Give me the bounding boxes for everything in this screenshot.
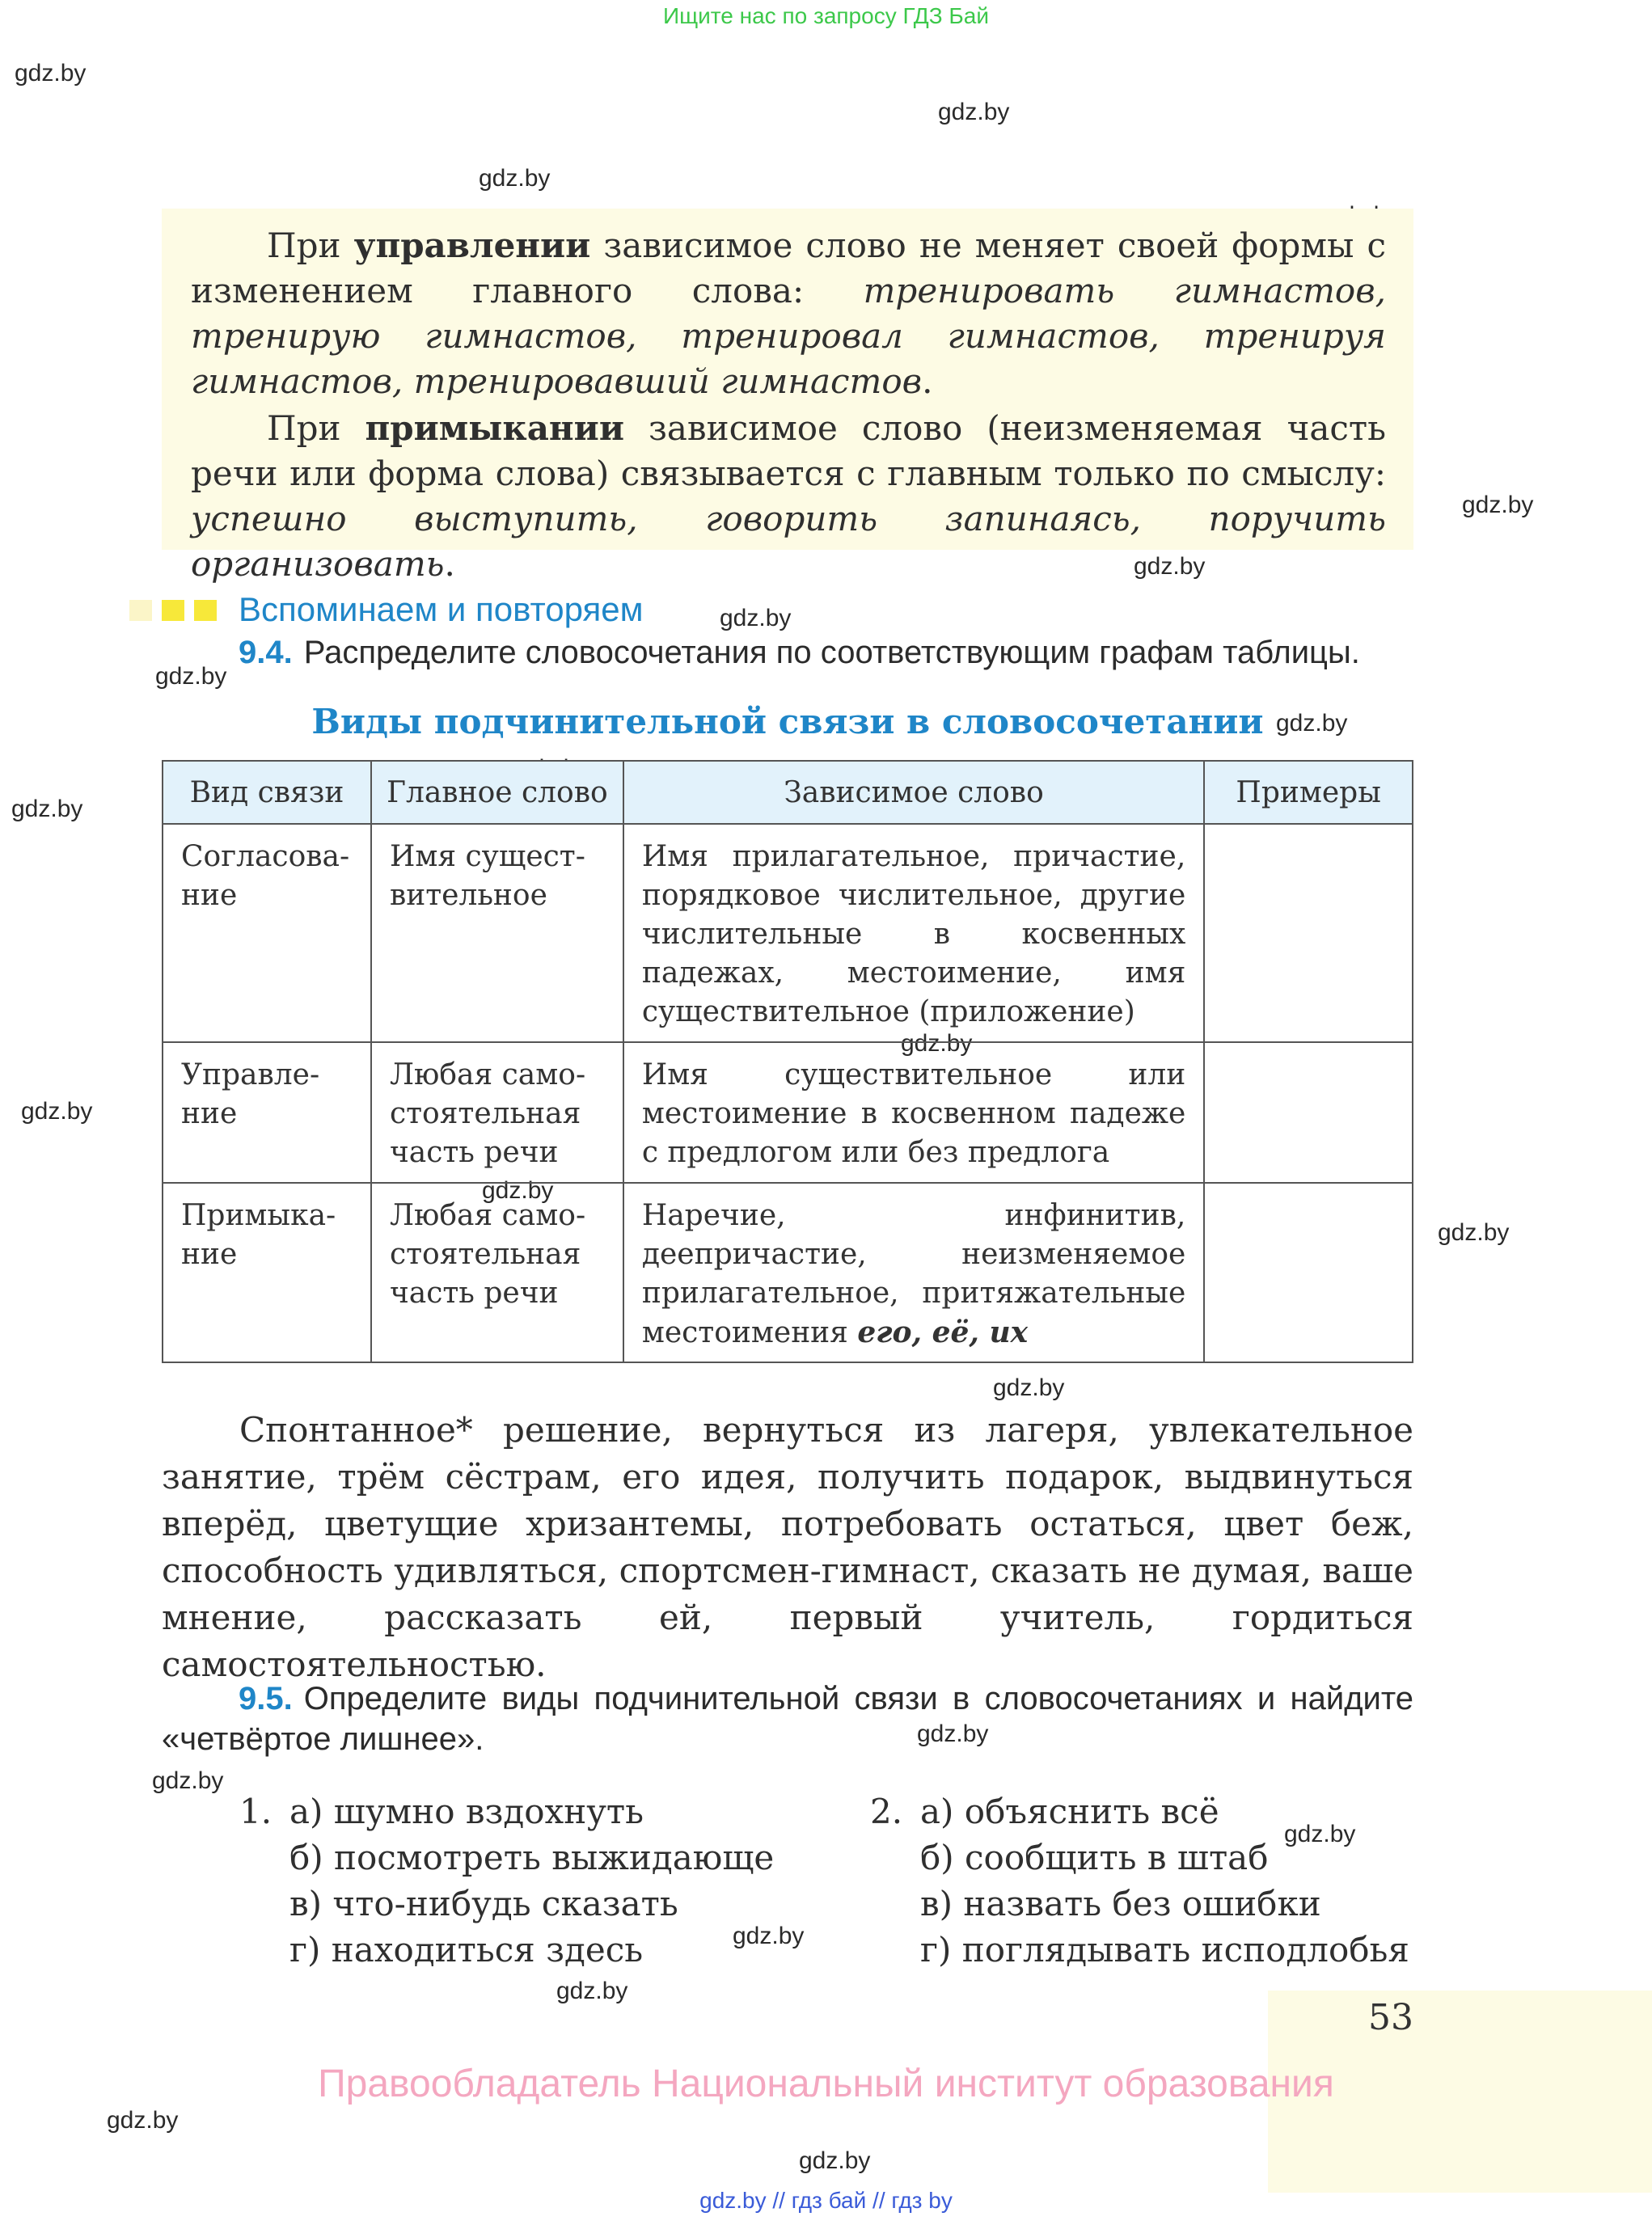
cell-dependent: Имя прилагательное, причастие, порядковое числительное, другие числительные в косвенных падежах, местоимение, имя существительное (приложение): [623, 824, 1204, 1042]
cell-type: Примыка- ние: [163, 1183, 371, 1362]
cell-examples: [1204, 824, 1413, 1042]
watermark: gdz.by: [479, 165, 551, 192]
rights-holder: Правообладатель Национальный институт образования: [318, 2062, 1334, 2105]
table-title: Виды подчинительной связи в словосочетании: [311, 702, 1264, 741]
watermark: gdz.by: [1284, 1821, 1356, 1847]
header-note: Ищите нас по запросу ГДЗ Бай: [662, 3, 990, 28]
cell-main: Любая само- стоятельная часть речи: [371, 1042, 623, 1183]
column-header: Зависимое слово: [623, 761, 1204, 824]
list-number: 2.: [870, 1792, 903, 1831]
watermark: gdz.by: [556, 1978, 628, 2004]
exercise-text: Спонтанное* решение, вернуться из лагеря, увлекательное занятие, трём сёстрам, его идея, получить подарок, выдвинуться вперёд, цветущие хризантемы, потребовать остаться, цвет беж, способность удивляться, спортсмен-гимнаст, сказать не думая, ваше мнение, рассказать ей, первый учитель, гордиться самостоятельностью.: [162, 1410, 1413, 1684]
cell-main: Имя сущест- вительное: [371, 824, 623, 1042]
cell-examples: [1204, 1183, 1413, 1362]
relations-table: [162, 760, 1413, 1363]
table-row: [163, 1183, 1413, 1362]
watermark: gdz.by: [1276, 710, 1348, 737]
section-square-icon: [194, 600, 217, 621]
watermark: gdz.by: [1462, 492, 1534, 518]
list-item: г) поглядывать исподлобья: [920, 1930, 1409, 1970]
watermark: gdz.by: [152, 1767, 224, 1794]
table-row: [163, 824, 1413, 1042]
watermark: gdz.by: [993, 1374, 1065, 1401]
watermark: gdz.by: [1134, 553, 1206, 580]
task-9-5: [162, 1678, 1413, 1759]
watermark: gdz.by: [482, 1177, 554, 1204]
task-number: 9.4.: [239, 635, 293, 670]
task-text: Определите виды подчинительной связи в словосочетаниях и найдите «четвёртое лишнее».: [162, 1681, 1413, 1757]
list-item: в) назвать без ошибки: [920, 1884, 1321, 1923]
watermark: gdz.by: [720, 605, 792, 631]
rule-paragraph-adjoining: При примыкании зависимое слово (неизменяемая часть речи или форма слова) связывается с главным только по смыслу: успешно выступить, говорить запинаясь, поручить организовать.: [191, 408, 1386, 584]
task-text: Распределите словосочетания по соответствующим графам таблицы.: [303, 635, 1360, 670]
cell-type: Согласова- ние: [163, 824, 371, 1042]
cell-examples: [1204, 1042, 1413, 1183]
section-title: Вспоминаем и повторяем: [239, 590, 644, 628]
watermark: gdz.by: [799, 2147, 871, 2174]
watermark: gdz.by: [21, 1098, 93, 1125]
watermark: gdz.by: [1438, 1219, 1510, 1246]
answer-list-2: [870, 1788, 1409, 1973]
watermark: gdz.by: [733, 1923, 805, 1949]
watermark: gdz.by: [11, 796, 83, 822]
task-number: 9.5.: [239, 1681, 293, 1716]
answer-list-1: [239, 1788, 774, 1973]
list-item: 2. а) объяснить всё: [870, 1788, 1409, 1834]
list-item: в) что-нибудь сказать: [289, 1884, 678, 1923]
bottom-links[interactable]: gdz.by // гдз бай // гдз by: [699, 2188, 953, 2213]
cell-main: Любая само- стоятельная часть речи: [371, 1183, 623, 1362]
list-item: 1. а) шумно вздохнуть: [239, 1788, 774, 1834]
cell-dependent: Имя существительное или местоимение в косвенном падеже с предлогом или без предлога: [623, 1042, 1204, 1183]
cell-dependent: Наречие, инфинитив, деепричастие, неизменяемое прилагательное, притяжательные местоимения его, её, их: [623, 1183, 1204, 1362]
section-square-icon: [162, 600, 184, 621]
cell-type: Управле- ние: [163, 1042, 371, 1183]
rule-paragraph-control: При управлении зависимое слово не меняет своей формы с изменением главного слова: тренировать гимнастов, тренирую гимнастов, тренировал гимнастов, тренируя гимнастов, тренировавший гимнастов.: [191, 226, 1386, 401]
list-item: б) посмотреть выжидающе: [289, 1838, 775, 1877]
page-number: 53: [1368, 1997, 1413, 2038]
column-header: Главное слово: [371, 761, 623, 824]
watermark: gdz.by: [917, 1720, 989, 1747]
watermark: gdz.by: [155, 663, 227, 690]
column-header: Примеры: [1204, 761, 1413, 824]
watermark: gdz.by: [107, 2107, 179, 2134]
section-square-icon: [129, 600, 152, 621]
watermark: gdz.by: [901, 1030, 973, 1057]
watermark: gdz.by: [938, 99, 1010, 125]
watermark: gdz.by: [15, 60, 87, 87]
task-9-4: [239, 632, 1360, 673]
column-header: Вид связи: [163, 761, 371, 824]
list-item: б) сообщить в штаб: [920, 1838, 1269, 1877]
table-row: [163, 1042, 1413, 1183]
table-header-row: [163, 761, 1413, 824]
list-number: 1.: [239, 1792, 273, 1831]
list-item: г) находиться здесь: [289, 1930, 644, 1970]
